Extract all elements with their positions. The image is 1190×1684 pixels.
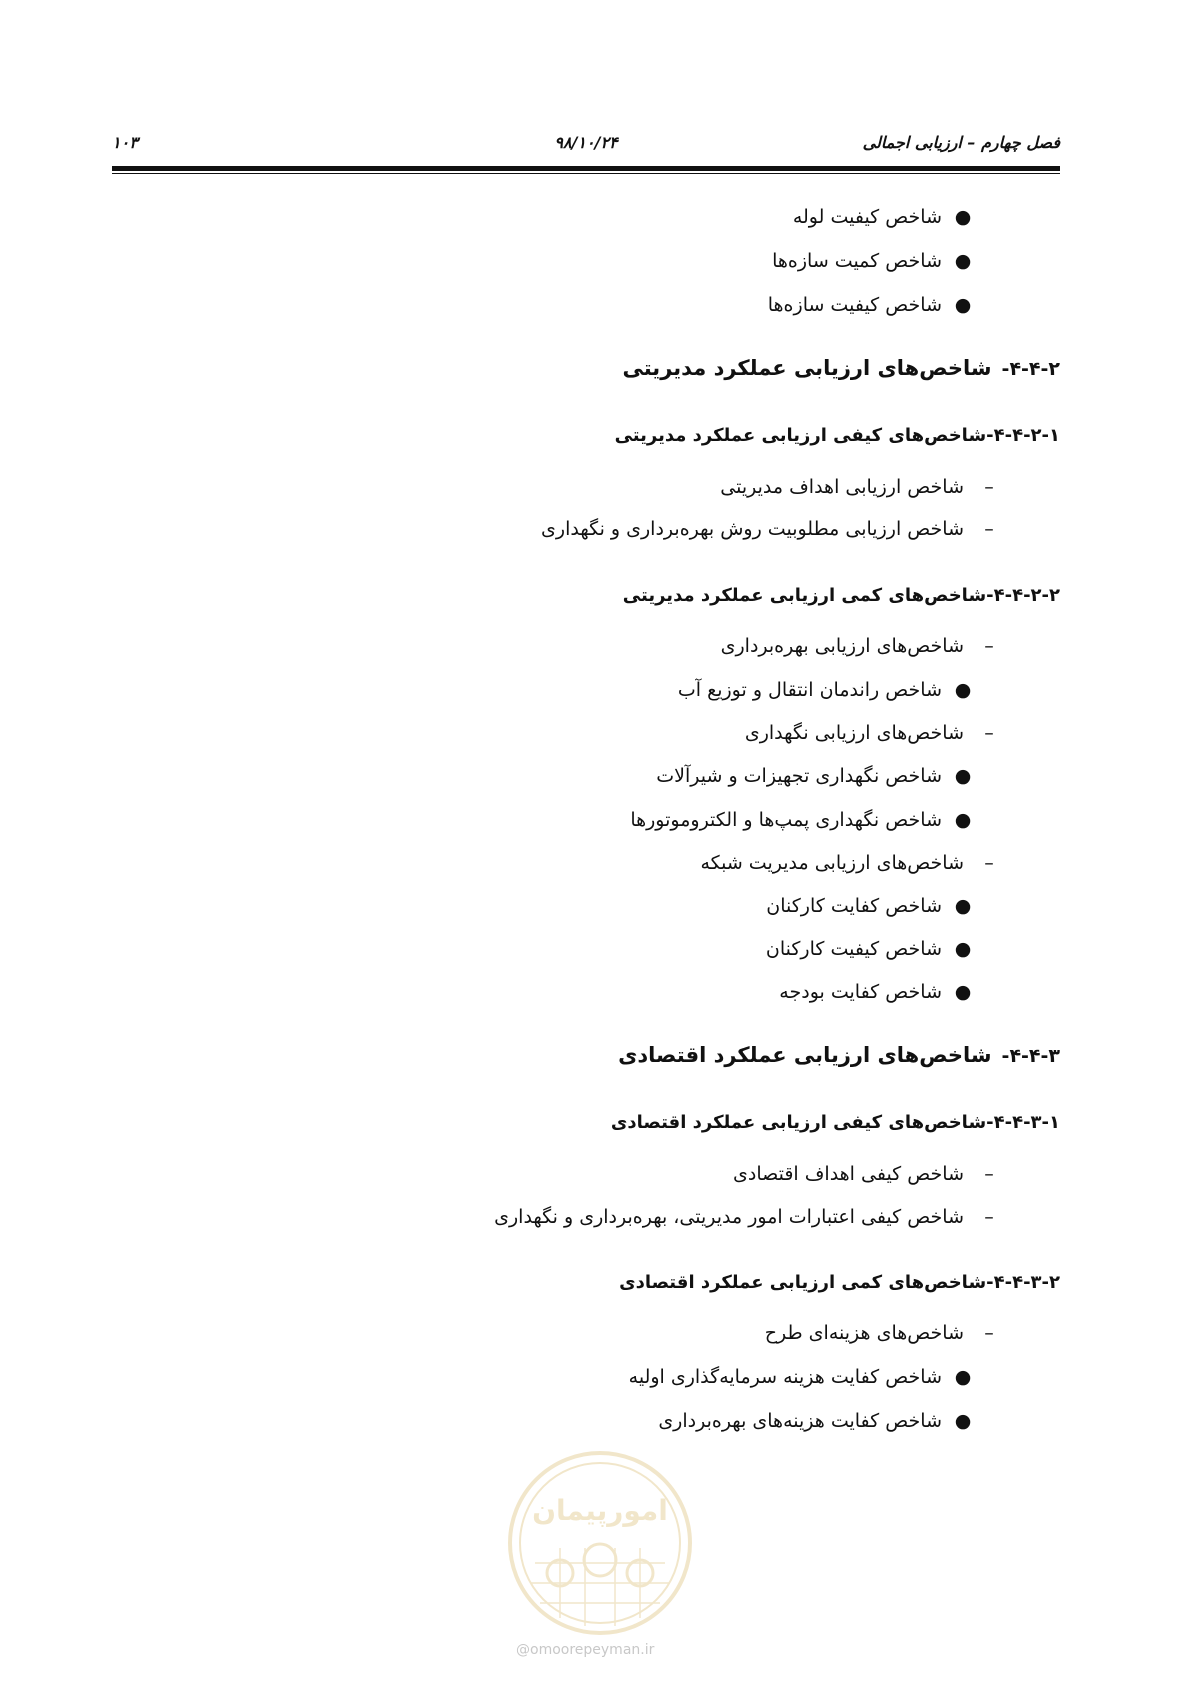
list-item: ●شاخص کفایت هزینه سرمایه‌گذاری اولیه	[629, 1361, 974, 1393]
list-item: ●شاخص کفایت بودجه	[779, 976, 974, 1008]
bullet-icon: ●	[954, 206, 972, 228]
dash-item: –شاخص کیفی اهداف اقتصادی	[733, 1158, 1004, 1190]
list-item: ●شاخص نگهداری پمپ‌ها و الکتروموتورها	[630, 804, 974, 836]
list-item: ●شاخص کیفیت کارکنان	[766, 933, 974, 965]
subsection-heading: ۴-۴-۳-۲-شاخص‌های کمی ارزیابی عملکرد اقتصادی	[619, 1272, 1060, 1293]
dash-item: –شاخص کیفی اعتبارات امور مدیریتی، بهره‌برداری و نگهداری	[494, 1201, 1004, 1233]
bullet-icon: ●	[954, 895, 972, 917]
bullet-icon: ●	[954, 679, 972, 701]
subsection-heading: ۴-۴-۳-۱-شاخص‌های کیفی ارزیابی عملکرد اقتصادی	[610, 1112, 1060, 1133]
bullet-icon: ●	[954, 250, 972, 272]
dash-item: –شاخص ارزیابی مطلوبیت روش بهره‌برداری و نگهداری	[541, 513, 1004, 545]
dash-item: –شاخص ارزیابی اهداف مدیریتی	[720, 471, 1004, 503]
dash-item: –شاخص‌های هزینه‌ای طرح	[765, 1317, 1004, 1349]
page-number: ۱۰۳	[112, 133, 138, 152]
dash-icon: –	[984, 1206, 994, 1228]
dash-icon: –	[984, 518, 994, 540]
document-date: ۹۸/۱۰/۲۴	[554, 133, 618, 152]
list-item: ●شاخص کیفیت لوله	[793, 201, 974, 233]
bullet-icon: ●	[954, 294, 972, 316]
section-heading: ۴-۴-۲-شاخص‌های ارزیابی عملکرد مدیریتی	[622, 356, 1060, 380]
dash-item: –شاخص‌های ارزیابی بهره‌برداری	[721, 630, 1004, 662]
bullet-icon: ●	[954, 938, 972, 960]
dash-icon: –	[984, 722, 994, 744]
dash-item: –شاخص‌های ارزیابی نگهداری	[745, 717, 1004, 749]
watermark-logo-text: امورپیمان	[532, 1494, 668, 1527]
dash-icon: –	[984, 635, 994, 657]
list-item: ●شاخص کفایت هزینه‌های بهره‌برداری	[658, 1405, 974, 1437]
dash-icon: –	[984, 1322, 994, 1344]
list-item: ●شاخص راندمان انتقال و توزیع آب	[678, 674, 974, 706]
watermark-logo-icon	[505, 1448, 695, 1638]
bullet-icon: ●	[954, 809, 972, 831]
dash-item: –شاخص‌های ارزیابی مدیریت شبکه	[700, 847, 1004, 879]
subsection-heading: ۴-۴-۲-۲-شاخص‌های کمی ارزیابی عملکرد مدیریتی	[622, 585, 1060, 606]
watermark-site-text: @omoorepeyman.ir	[516, 1642, 655, 1658]
bullet-icon: ●	[954, 1366, 972, 1388]
bullet-icon: ●	[954, 1410, 972, 1432]
dash-icon: –	[984, 1163, 994, 1185]
section-heading: ۴-۴-۳-شاخص‌های ارزیابی عملکرد اقتصادی	[618, 1043, 1060, 1067]
dash-icon: –	[984, 852, 994, 874]
dash-icon: –	[984, 476, 994, 498]
list-item: ●شاخص کیفیت سازه‌ها	[768, 289, 974, 321]
list-item: ●شاخص کفایت کارکنان	[766, 890, 974, 922]
subsection-heading: ۴-۴-۲-۱-شاخص‌های کیفی ارزیابی عملکرد مدیریتی	[614, 425, 1060, 446]
chapter-title: فصل چهارم – ارزیابی اجمالی	[862, 133, 1060, 152]
list-item: ●شاخص کمیت سازه‌ها	[772, 245, 974, 277]
list-item: ●شاخص نگهداری تجهیزات و شیرآلات	[656, 760, 974, 792]
bullet-icon: ●	[954, 981, 972, 1003]
bullet-icon: ●	[954, 765, 972, 787]
